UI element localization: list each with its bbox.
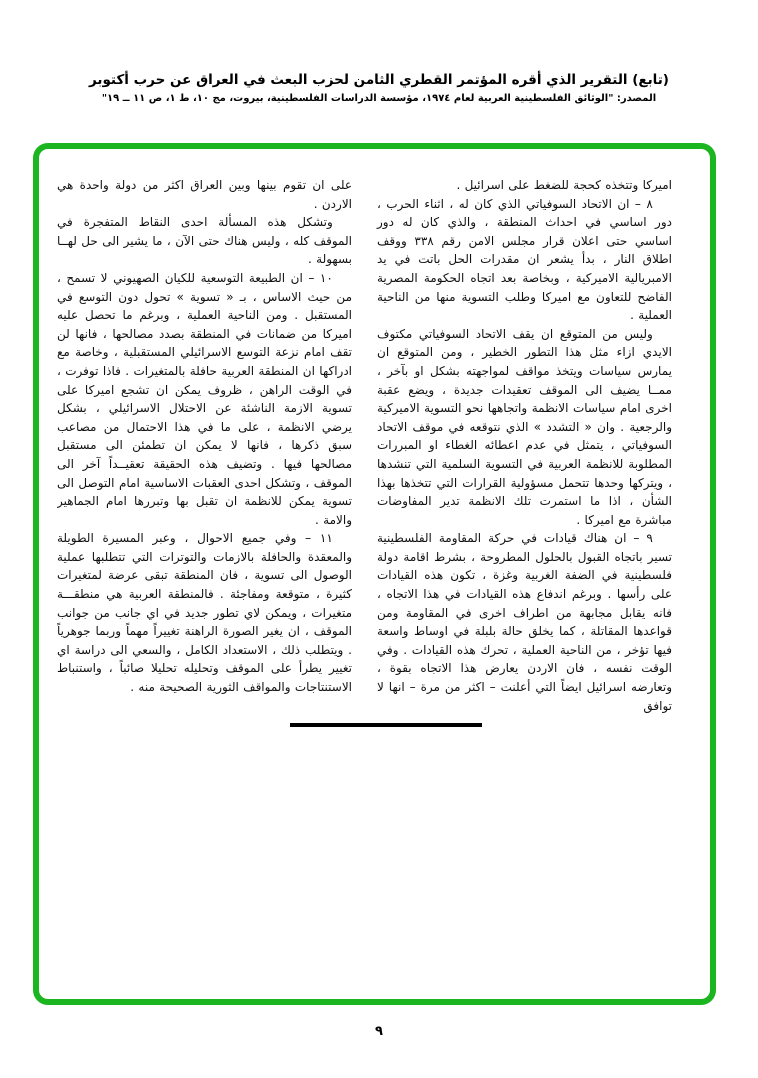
paragraph: ٨ – ان الاتحاد السوفياتي الذي كان له ، اثناء الحرب ، دور اساسي في احداث المنطقة ، والذي كان له دور اساسي حتى اعلان قرار مجلس الامن رقم ٣٣٨ ووقف اطلاق النار ، بدأ يشعر ان مقدرات الحل باتت في يد الامبريالية الاميركية ، وبخاصة بعد اتجاه الحكومة المصرية الفاضح للتعاون مع اميركا وطلب التسوية منها من الناحية العملية . — [377, 196, 672, 323]
document-source-citation: المصدر: "الوثائق الفلسطينية العربية لعام ١٩٧٤، مؤسسة الدراسات الفلسطينية، بيروت، مج ١٠، ط ١، ص ١١ ــ ١٩" — [101, 93, 657, 104]
paragraph: ٩ – ان هناك قيادات في حركة المقاومة الفلسطينية تسير باتجاه القبول بالحلول المطروحة ، بشرط اقامة دولة فلسطينية في الضفة الغربية وغزة ، تكون هذه القيادات على رأسها . وبرغم اندفاع هذه القيادات في هذا الاتجاه ، فانه يقابل مجابهة من اطراف اخرى في المقاومة ومن قواعدها المقاتلة ، كما يخلق حالة بلبلة في اوساط واسعة فيها تؤخر ، من الناحية العملية ، تحرك هذه القيادات . وفي الوقت نفسه ، فان الاردن يعارض هذا الاتجاه بقوة ، وتعارضه اسرائيل ايضاً التي أعلنت – اكثر من مرة – انها لا توافق — [377, 531, 672, 713]
paragraph: على ان تقوم بينها وبين العراق اكثر من دولة واحدة هي الاردن . — [57, 178, 352, 211]
paragraph: وتشكل هذه المسألة احدى النقاط المتفجرة في الموقف كله ، وليس هناك حتى الآن ، ما يشير الى حل لهــا بسهولة . — [57, 215, 352, 267]
page-number: ٩ — [375, 1024, 383, 1039]
page-footer — [0, 1020, 758, 1039]
text-column-left — [57, 176, 352, 989]
paragraph: اميركا وتتخذه كحجة للضغط على اسرائيل . — [456, 178, 672, 192]
end-of-text-divider — [290, 723, 482, 727]
paragraph: ١٠ – ان الطبيعة التوسعية للكيان الصهيوني لا تسمح ، من حيث الاساس ، بـ « تسوية » تحول دون التوسع في المستقبل . ومن الناحية العملية ، وبرغم ما تحصل عليه اميركا من ضمانات في المنطقة بصدد مصالحها ، فانها لن تقف امام نزعة التوسع الاسرائيلي المستقبلية ، وخاصة مع ادراكها ان المنطقة العربية حافلة بالمتغيرات . فاذا توفرت ، في الوقت الراهن ، ظروف يمكن ان تشجع اميركا على تسوية الازمة الناشئة عن الاحتلال الاسرائيلي ، بشكل يرضي الانظمة ، على ما في هذا الاحتمال من مصاعب سبق ذكرها ، فانها لا يمكن ان تطمئن الى مستقبل مصالحها فيها . وتضيف هذه الحقيقة تعقيــداً آخر الى الموقف ، وتشكل احدى العقبات الاساسية امام التوصل الى تسوية يمكن للانظمة ان تقبل بها وتبررها امام الجماهير والامة . — [57, 270, 352, 527]
paragraph: ١١ – وفي جميع الاحوال ، وعبر المسيرة الطويلة والمعقدة والحافلة بالازمات والتوترات التي تتطلبها عملية الوصول الى تسوية ، فان المنطقة تبقى عرضة لمتغيرات كثيرة ، متوقعة ومفاجئة . فالمنطقة العربية هي منطقـــة متغيرات ، ويمكن لاي تطور جديد في اي جانب من جوانب الموقف ، ان يغير الصورة الراهنة تغييراً مهماً وربما جوهرياً . ويتطلب ذلك ، الاستعداد الكامل ، والسعي الى دراسة اي تغيير يطرأ على الموقف وتحليله تحليلا صائباً ، واستنباط الاستنتاجات والمواقف الثورية الصحيحة منه . — [57, 531, 352, 695]
paragraph: وليس من المتوقع ان يقف الاتحاد السوفياتي مكتوف الايدي ازاء مثل هذا التطور الخطير ، ومن المتوقع ان يمارس سياسات ويتخذ مواقف لمواجهته بشكل او بآخر ، ممــا يضيف الى الموقف تعقيدات جديدة ، ويضع عقبة اخرى امام سياسات الانظمة واتجاهها نحو التسوية الاميركية والرجعية . وان « التشدد » الذي نتوقعه في موقف الاتحاد السوفياتي ، يتمثل في عدم اعطائه الغطاء او المبررات المطلوبة للانظمة العربية في التسوية السلمية التي تنشدها ، ويتركها وحدها تتحمل مسؤولية القرارات التي تتخذها بهذا الشأن ، اذا ما استمرت تلك الانظمة تدير المفاوضات مباشرة مع اميركا . — [377, 326, 672, 527]
page-header — [0, 72, 758, 104]
text-columns — [57, 176, 672, 989]
document-title: (تابع) التقرير الذي أقره المؤتمر القطري الثامن لحزب البعث في العراق عن حرب أكتوبر — [89, 72, 669, 88]
document-frame — [33, 143, 716, 1005]
text-column-right — [377, 176, 672, 989]
